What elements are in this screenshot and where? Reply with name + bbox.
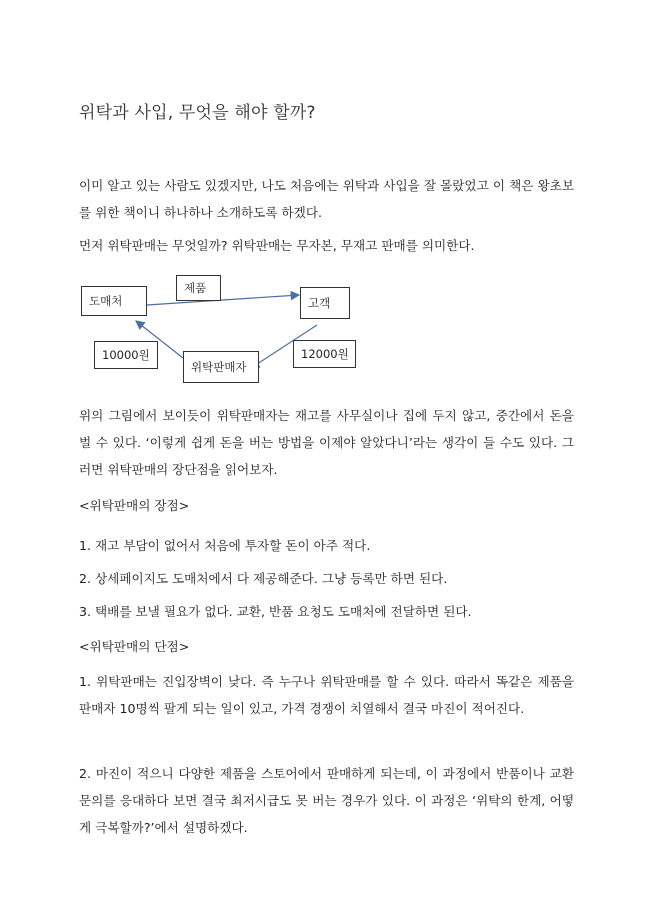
page-title: 위탁과 사입, 무엇을 해야 할까? (79, 103, 316, 123)
explanation-paragraph: 위의 그림에서 보이듯이 위탁판매자는 재고를 사무실이나 집에 두지 않고, 중간에서 돈을 벌 수 있다. ‘이렇게 쉽게 돈을 버는 방법을 이제야 알았다니’라는 생각이 들 수도 있다. 그러면 위탁판매의 장단점을 읽어보자. (79, 408, 574, 477)
cons-item: 2. 마진이 적으니 다양한 제품을 스토어에서 판매하게 되는데, 이 과정에서 반품이나 교환 문의를 응대하다 보면 결국 최저시급도 못 버는 경우가 있다. 이 과정은 ‘위탁의 한계, 어떻게 극복할까?’에서 설명하겠다. (79, 766, 574, 835)
arrow-supplier-to-customer (147, 295, 299, 305)
consignor-box: 위탁판매자 (183, 351, 259, 383)
consignment-diagram (79, 268, 479, 398)
supplier-price-box: 10000원 (94, 341, 158, 369)
definition-paragraph: 먼저 위탁판매는 무엇일까? 위탁판매는 무자본, 무재고 판매를 의미한다. (79, 238, 475, 253)
pros-item: 2. 상세페이지도 도매처에서 다 제공해준다. 그냥 등록만 하면 된다. (79, 571, 448, 586)
cons-item: 1. 위탁판매는 진입장벽이 낮다. 즉 누구나 위탁판매를 할 수 있다. 따라서 똑같은 제품을 판매자 10명씩 팔게 되는 일이 있고, 가격 경쟁이 치열해서 결국 마진이 적어진다. (79, 674, 574, 716)
customer-box: 고객 (300, 287, 350, 319)
pros-item: 1. 재고 부담이 없어서 처음에 투자할 돈이 아주 적다. (79, 538, 371, 553)
product-box: 제품 (176, 275, 221, 301)
supplier-box: 도매처 (81, 286, 147, 316)
pros-heading: <위탁판매의 장점> (79, 498, 190, 513)
cons-heading: <위탁판매의 단점> (79, 639, 190, 654)
customer-price-box: 12000원 (293, 340, 356, 368)
intro-paragraph: 이미 알고 있는 사람도 있겠지만, 나도 처음에는 위탁과 사입을 잘 몰랐었고 이 책은 왕초보를 위한 책이니 하나하나 소개하도록 하겠다. (79, 178, 574, 220)
pros-item: 3. 택배를 보낼 필요가 없다. 교환, 반품 요청도 도매처에 전달하면 된다. (79, 604, 472, 619)
